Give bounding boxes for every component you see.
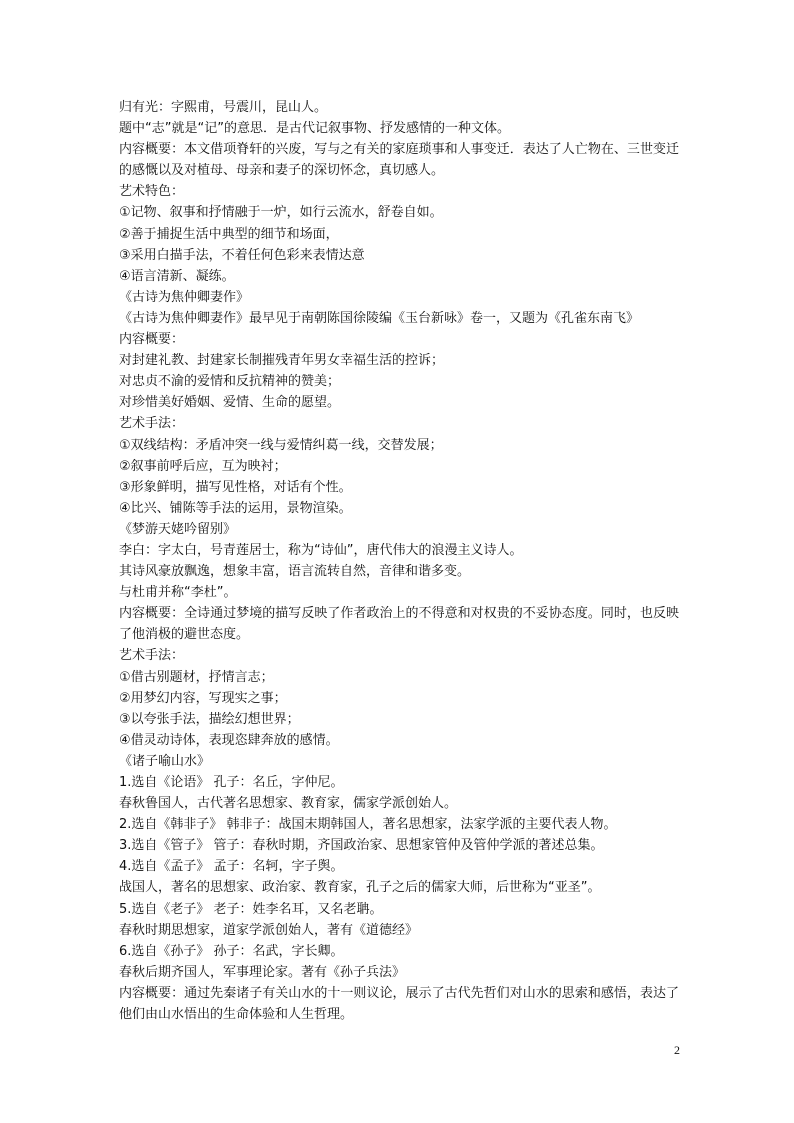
- text-line: 题中“志”就是“记”的意思．是古代记叙事物、抒发感情的一种文体。: [119, 121, 510, 137]
- section-heading: 《诸子喻山水》: [119, 753, 211, 769]
- text-line: 春秋鲁国人，古代著名思想家、教育家，儒家学派创始人。: [119, 796, 458, 812]
- text-line: 对封建礼教、封建家长制摧残青年男女幸福生活的控诉；: [119, 353, 445, 369]
- text-paragraph: 内容概要：本文借项脊轩的兴废，写与之有关的家庭琐事和人事变迁．表达了人亡物在、三世变迁的感慨以及对植母、母亲和妻子的深切怀念，真切感人。: [119, 142, 679, 179]
- section-label: 内容概要：: [119, 332, 185, 348]
- text-line: 战国人，著名的思想家、政治家、教育家，孔子之后的儒家大师，后世称为“亚圣”。: [119, 880, 601, 896]
- list-item: ②善于捕捉生活中典型的细节和场面，: [119, 226, 339, 242]
- section-label: 艺术手法：: [119, 416, 185, 432]
- section-label: 艺术手法：: [119, 648, 185, 664]
- document-body: [119, 97, 679, 1025]
- list-item: ④比兴、铺陈等手法的运用，景物渲染。: [119, 500, 352, 516]
- text-line: 对珍惜美好婚姻、爱情、生命的愿望。: [119, 395, 341, 411]
- text-line: 4.选自《孟子》 孟子：名轲，字子舆。: [119, 859, 344, 875]
- text-line: 1.选自《论语》 孔子：名丘，字仲尼。: [119, 775, 344, 790]
- text-line: 2.选自《韩非子》 韩非子：战国末期韩国人，著名思想家，法家学派的主要代表人物。: [119, 817, 617, 833]
- list-item: ②用梦幻内容，写现实之事；: [119, 690, 287, 706]
- list-item: ④借灵动诗体，表现恣肆奔放的感情。: [119, 732, 339, 748]
- text-line: 其诗风豪放飘逸，想象丰富，语言流转自然，音律和谐多变。: [119, 564, 471, 580]
- list-item: ③采用白描手法，不着任何色彩来表情达意: [119, 247, 365, 263]
- text-line: 3.选自《管子》 管子：春秋时期，齐国政治家、思想家管仲及管仲学派的著述总集。: [119, 838, 604, 854]
- text-paragraph: 内容概要：全诗通过梦境的描写反映了作者政治上的不得意和对权贵的不妥协态度。同时，也反映了他消极的避世态度。: [119, 606, 679, 643]
- text-line: 6.选自《孙子》 孙子：名武，字长卿。: [119, 943, 344, 959]
- page-number: 2: [674, 1043, 680, 1057]
- list-item: ③形象鲜明，描写见性格，对话有个性。: [119, 479, 352, 495]
- text-line: 对忠贞不渝的爱情和反抗精神的赞美；: [119, 374, 341, 390]
- list-item: ①记物、叙事和抒情融于一炉，如行云流水，舒卷自如。: [119, 205, 443, 221]
- text-line: 春秋后期齐国人，军事理论家。著有《孙子兵法》: [119, 964, 406, 980]
- text-line: 春秋时期思想家，道家学派创始人，著有《道德经》: [119, 922, 419, 938]
- list-item: ④语言清新、凝练。: [119, 268, 235, 284]
- section-heading: 《梦游天姥吟留别》: [119, 521, 237, 537]
- list-item: ①双线结构：矛盾冲突一线与爱情纠葛一线，交替发展；: [119, 437, 443, 453]
- text-line: 与杜甫并称“李杜”。: [119, 585, 237, 601]
- text-line: 《古诗为焦仲卿妻作》最早见于南朝陈国徐陵编《玉台新咏》卷一，又题为《孔雀东南飞》: [119, 310, 640, 326]
- text-line: 李白：字太白，号青莲居士，称为“诗仙”，唐代伟大的浪漫主义诗人。: [119, 542, 523, 558]
- text-line: 归有光：字熙甫，号震川，昆山人。: [119, 100, 328, 115]
- text-line: 5.选自《老子》 老子：姓李名耳，又名老聃。: [119, 901, 383, 917]
- list-item: ①借古别题材，抒情言志；: [119, 669, 274, 685]
- section-label: 艺术特色：: [119, 184, 185, 200]
- list-item: ②叙事前呼后应，互为映衬；: [119, 458, 287, 474]
- text-paragraph: 内容概要：通过先秦诸子有关山水的十一则议论，展示了古代先哲们对山水的思索和感悟，表达了他们由山水悟出的生命体验和人生哲理。: [119, 985, 679, 1023]
- list-item: ③以夸张手法，描绘幻想世界；: [119, 711, 300, 727]
- section-heading: 《古诗为焦仲卿妻作》: [119, 289, 250, 305]
